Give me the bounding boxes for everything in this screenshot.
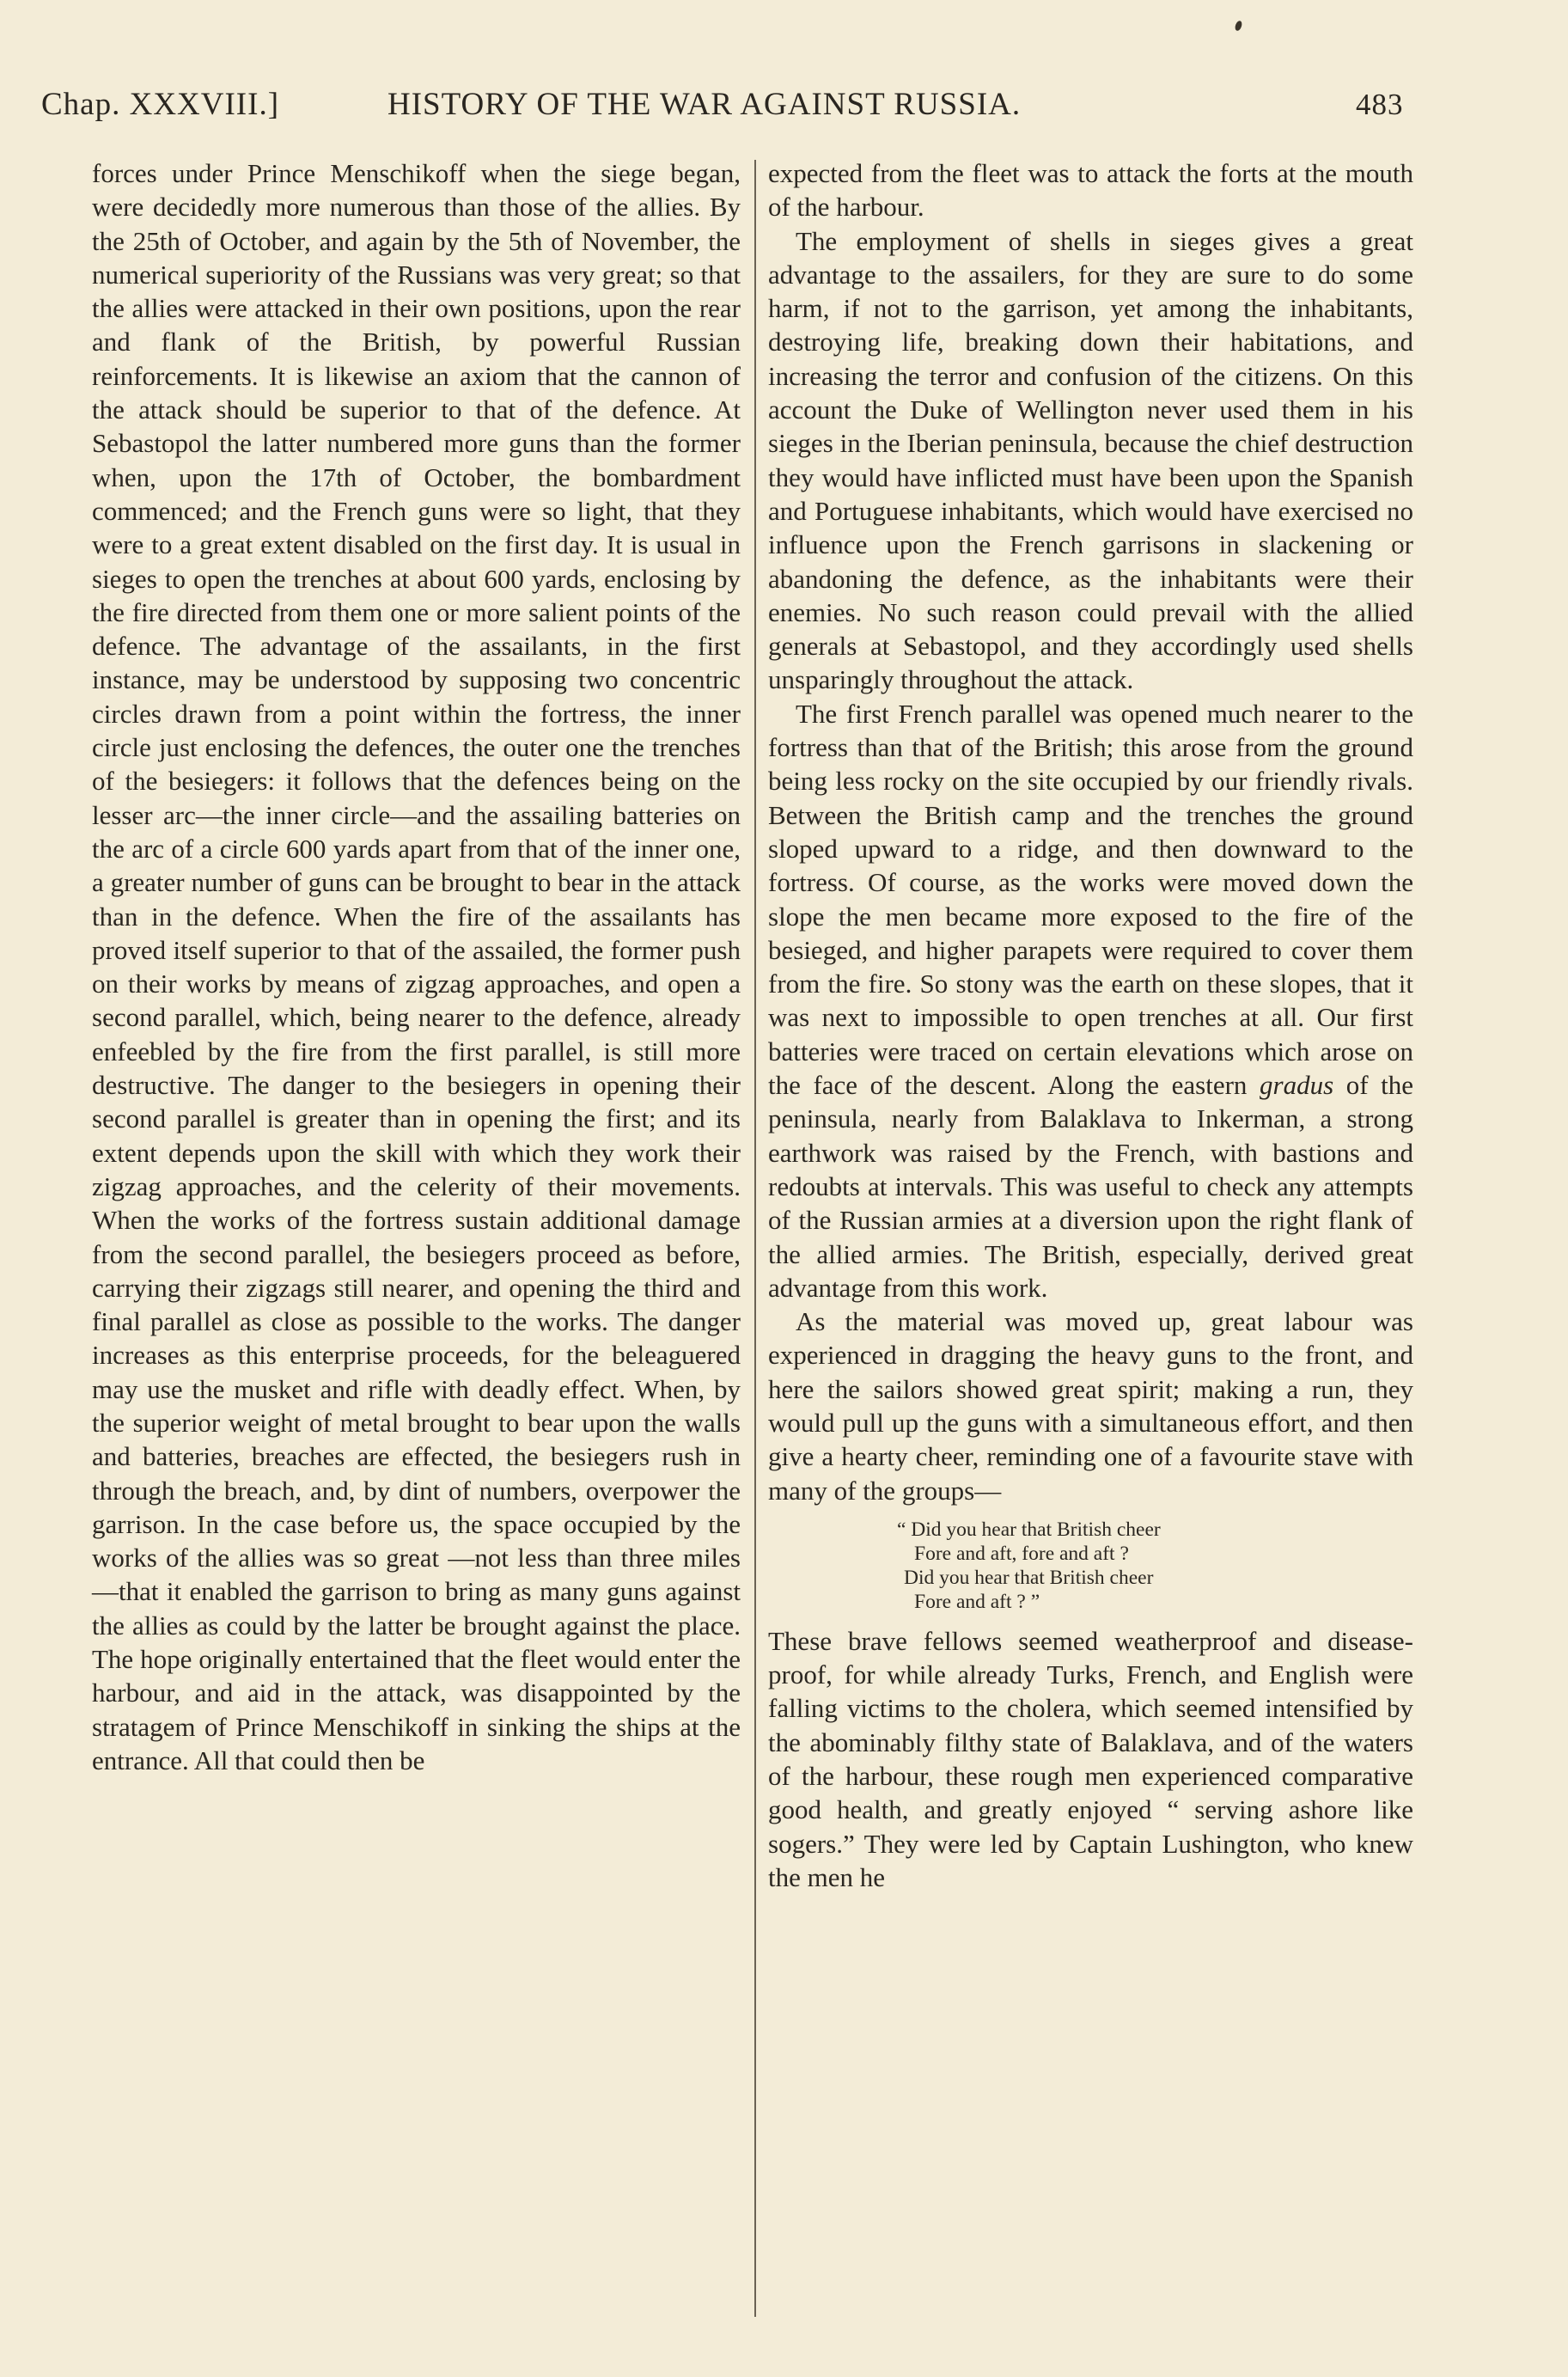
- right-paragraph-5: These brave fellows seemed weatherproof and disease-proof, for while already Turks, French, and English were falling victims to the cholera, which seemed intensified by the abominably filthy state of Balaklava, and of the waters of the harbour, these rough men experienced comparative good health, and greatly enjoyed “ serving ashore like sogers.” They were led by Captain Lushington, who knew the men he: [768, 1625, 1413, 1892]
- verse-line-2: Fore and aft, fore and aft ?: [914, 1542, 1129, 1565]
- ink-speck: [1234, 20, 1243, 32]
- right-paragraph-1: expected from the fleet was to attack the forts at the mouth of the harbour.: [768, 158, 1413, 223]
- verse-line-1: “ Did you hear that British cheer: [897, 1518, 1161, 1541]
- page-number: 483: [1356, 88, 1404, 121]
- verse-line-4: Fore and aft ? ”: [914, 1590, 1040, 1613]
- running-title: HISTORY OF THE WAR AGAINST RUSSIA.: [387, 87, 1022, 122]
- column-divider: [754, 160, 756, 2317]
- right-paragraph-3: [768, 697, 1413, 1305]
- verse-quotation: [768, 1518, 1413, 1614]
- chapter-label: Chap. XXXVIII.]: [41, 87, 280, 122]
- verse-line-3: Did you hear that British cheer: [904, 1566, 1154, 1589]
- right-paragraph-2: The employment of shells in sieges gives a great advantage to the assailers, for they are sure to do some harm, if not to the garrison, yet among the inhabitants, destroying life, breaking down their habitations, and increasing the terror and confusion of the citizens. On this account the Duke of Wellington never used them in his sieges in the Iberian peninsula, because the chief destruction they would have inflicted must have been upon the Spanish and Portuguese inhabitants, which would have exercised no influence upon the French garrisons in slackening or abandoning the defence, as the inhabitants were their enemies. No such reason could prevail with the allied generals at Sebastopol, and they accordingly used shells unsparingly throughout the attack.: [768, 225, 1413, 695]
- gradus-term: gradus: [1260, 1070, 1334, 1101]
- right-paragraph-3-text: The first French parallel was opened much nearer to the fortress than that of the British; this arose from the ground being less rocky on the site occupied by our friendly rivals. Between the British camp and the trenches the ground sloped upward to a ridge, and then downward to the fortress. Of course, as the works were moved down the slope the men became more exposed to the fire of the besieged, and higher parapets were required to cover them from the fire. So stony was the earth on these slopes, that it was next to impossible to open trenches at all. Our first batteries were traced on certain elevations which arose on the face of the descent. Along the eastern: [768, 698, 1413, 1101]
- left-column: [92, 156, 741, 1777]
- right-column: [768, 156, 1413, 1894]
- right-paragraph-4: As the material was moved up, great labour was experienced in dragging the heavy guns to the front, and here the sailors showed great spirit; making a run, they would pull up the guns with a simultaneous effort, and then give a hearty cheer, reminding one of a favourite stave with many of the groups—: [768, 1306, 1413, 1506]
- left-paragraph-1: forces under Prince Menschikoff when the siege began, were decidedly more numerous than those of the allies. By the 25th of October, and again by the 5th of November, the numerical superiority of the Russians was very great; so that the allies were attacked in their own positions, upon the rear and flank of the British, by powerful Russian reinforcements. It is likewise an axiom that the cannon of the attack should be superior to that of the defence. At Sebastopol the latter numbered more guns than the former when, upon the 17th of October, the bombardment commenced; and the French guns were so light, that they were to a great extent disabled on the first day. It is usual in sieges to open the trenches at about 600 yards, enclosing by the fire directed from them one or more salient points of the defence. The advantage of the assailants, in the first instance, may be understood by supposing two concentric circles drawn from a point within the fortress, the inner circle just enclosing the defences, the outer one the trenches of the besiegers: it follows that the defences being on the lesser arc—the inner circle—and the assailing batteries on the arc of a circle 600 yards apart from that of the inner one, a greater number of guns can be brought to bear in the attack than in the defence. When the fire of the assailants has proved itself superior to that of the assailed, the former push on their works by means of zigzag approaches, and open a second parallel, which, being nearer to the defence, already enfeebled by the fire from the first parallel, is still more destructive. The danger to the besiegers in opening their second parallel is greater than in opening the first; and its extent depends upon the skill with which they work their zigzag approaches, and the celerity of their movements. When the works of the fortress sustain additional damage from the second parallel, the besiegers proceed as before, carrying their zigzags still nearer, and opening the third and final parallel as close as possible to the works. The danger increases as this enterprise proceeds, for the beleaguered may use the musket and rifle with deadly effect. When, by the superior weight of metal brought to bear upon the walls and batteries, breaches are effected, the besiegers rush in through the breach, and, by dint of numbers, overpower the garrison. In the case before us, the space occupied by the works of the allies was so great —not less than three miles—that it enabled the garrison to bring as many guns against the allies as could by the latter be brought against the place. The hope originally entertained that the fleet would enter the harbour, and aid in the attack, was disappointed by the stratagem of Prince Menschikoff in sinking the ships at the entrance. All that could then be: [92, 158, 741, 1775]
- running-header: [41, 86, 1416, 129]
- right-paragraph-3-cont: of the peninsula, nearly from Balaklava to Inkerman, a strong earthwork was raised by the French, with bastions and redoubts at intervals. This was useful to check any attempts of the Russian armies at a diversion upon the right flank of the allied armies. The British, especially, derived great advantage from this work.: [768, 1070, 1414, 1303]
